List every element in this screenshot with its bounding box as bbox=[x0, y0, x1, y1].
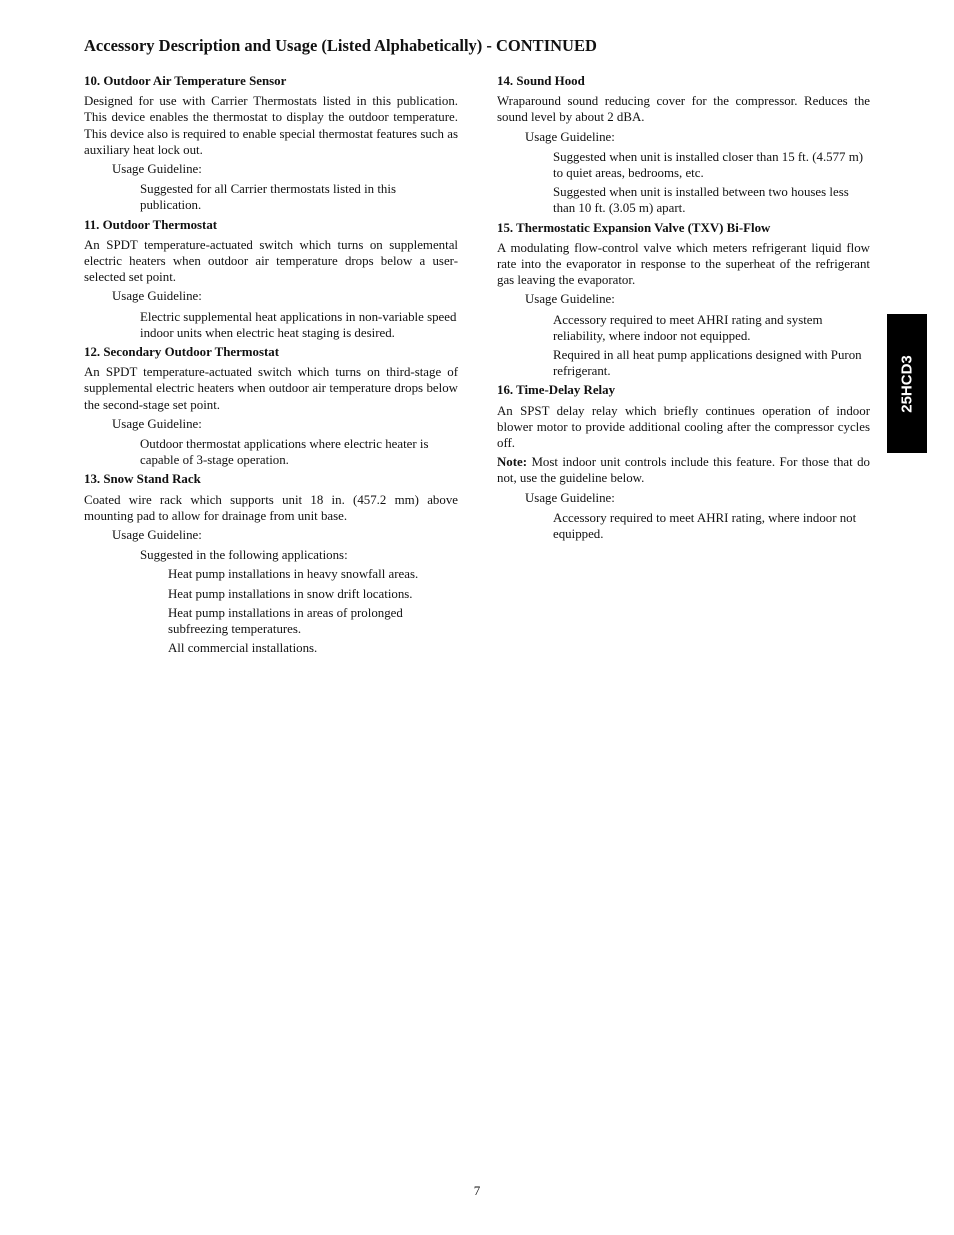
left-column bbox=[84, 73, 458, 660]
usage-guideline-label: Usage Guideline: bbox=[112, 528, 202, 543]
usage-guideline-label: Usage Guideline: bbox=[525, 292, 615, 307]
side-tab-label: 25HCD3 bbox=[898, 354, 916, 413]
section-title: 13. Snow Stand Rack bbox=[84, 472, 201, 487]
section-title: 10. Outdoor Air Temperature Sensor bbox=[84, 74, 287, 88]
section-description: An SPST delay relay which briefly continues operation of indoor blower motor to provide additional cooling after the compressor cycles off. bbox=[497, 403, 870, 451]
usage-guideline-label: Usage Guideline: bbox=[112, 162, 202, 177]
section-description: Coated wire rack which supports unit 18 in. (457.2 mm) above mounting pad to allow for drainage from unit base. bbox=[84, 492, 458, 523]
section-title: 11. Outdoor Thermostat bbox=[84, 217, 218, 232]
guideline-item: Accessory required to meet AHRI rating and system reliability, where indoor not equipped. bbox=[553, 312, 823, 343]
section-title: 14. Sound Hood bbox=[497, 74, 585, 88]
application-item: All commercial installations. bbox=[168, 641, 318, 656]
guideline-item: Accessory required to meet AHRI rating, where indoor not equipped. bbox=[553, 510, 857, 542]
section-title: 12. Secondary Outdoor Thermostat bbox=[84, 345, 280, 360]
section-title: 16. Time-Delay Relay bbox=[497, 383, 616, 398]
section-description: A modulating flow-control valve which meters refrigerant liquid flow rate into the evaporator in response to the superheat of the refrigerant gas leaving the evaporator. bbox=[497, 240, 870, 288]
guideline-item: Suggested in the following applications: bbox=[140, 548, 348, 563]
page-title: Accessory Description and Usage (Listed Alphabetically) - CONTINUED bbox=[84, 36, 597, 55]
guideline-item: Electric supplemental heat applications in non-variable speed indoor units when electric heat staging is desired. bbox=[140, 309, 457, 340]
section-title: 15. Thermostatic Expansion Valve (TXV) Bi-Flow bbox=[497, 220, 771, 235]
application-item: Heat pump installations in snow drift locations. bbox=[168, 586, 413, 601]
guideline-item: Suggested for all Carrier thermostats listed in this publication. bbox=[140, 182, 396, 213]
note-paragraph bbox=[497, 454, 870, 486]
page-number: 7 bbox=[473, 1183, 481, 1198]
guideline-item: Outdoor thermostat applications where electric heater is capable of 3-stage operation. bbox=[140, 437, 429, 468]
section-description: Designed for use with Carrier Thermostats listed in this publication. This device enables the thermostat to display the outdoor temperature. This device also is required to enable special thermostat features such as auxiliary heat lock out. bbox=[84, 94, 458, 157]
section-description: Wraparound sound reducing cover for the compressor. Reduces the sound level by about 2 dBA. bbox=[497, 94, 870, 125]
usage-guideline-label: Usage Guideline: bbox=[525, 129, 615, 144]
section-description: An SPDT temperature-actuated switch which turns on third-stage of supplemental electric heaters when outdoor air temperature drops below the second-stage set point. bbox=[84, 365, 458, 412]
right-column bbox=[497, 73, 870, 545]
note-text: Most indoor unit controls include this feature. For those that do not, use the guideline below. bbox=[497, 455, 870, 486]
application-item: Heat pump installations in heavy snowfall areas. bbox=[168, 567, 419, 582]
usage-guideline-label: Usage Guideline: bbox=[525, 490, 615, 505]
section-description: An SPDT temperature-actuated switch which turns on supplemental electric heaters when outdoor air temperature drops below a user-selected set point. bbox=[84, 237, 458, 285]
usage-guideline-label: Usage Guideline: bbox=[112, 416, 202, 431]
guideline-item: Suggested when unit is installed between two houses less than 10 ft. (3.05 m) apart. bbox=[553, 185, 849, 216]
guideline-item: Suggested when unit is installed closer than 15 ft. (4.577 m) to quiet areas, bedrooms, etc. bbox=[553, 149, 864, 181]
side-tab bbox=[887, 314, 927, 453]
application-item: Heat pump installations in areas of prolonged subfreezing temperatures. bbox=[168, 605, 403, 637]
usage-guideline-label: Usage Guideline: bbox=[112, 289, 202, 304]
note-label: Note: bbox=[497, 455, 528, 470]
guideline-item: Required in all heat pump applications designed with Puron refrigerant. bbox=[553, 348, 862, 379]
